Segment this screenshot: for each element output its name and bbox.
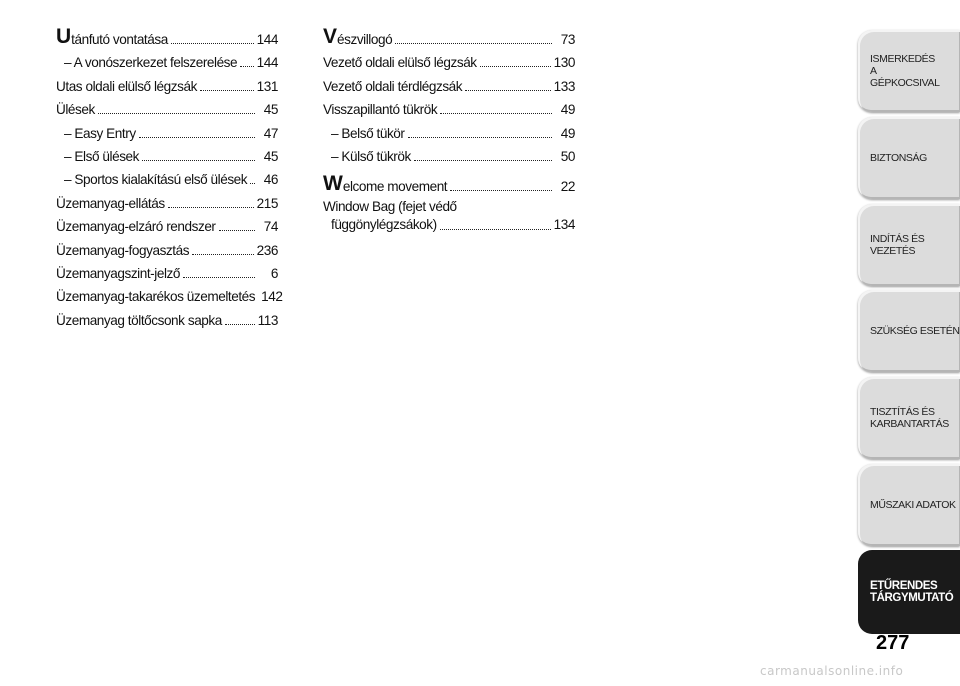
entry-page: 49 bbox=[560, 125, 575, 141]
entry-label-line1: Window Bag (fejet védő bbox=[323, 198, 457, 214]
index-right-column bbox=[323, 20, 575, 234]
index-entry bbox=[323, 47, 575, 70]
entry-label: Üzemanyag-takarékos üzemeltetés bbox=[56, 289, 256, 305]
entry-label: Üzemanyag töltőcsonk sapka bbox=[56, 312, 222, 328]
entry-label: Vezető oldali térdlégzsák bbox=[323, 78, 463, 94]
leader-dots bbox=[250, 183, 255, 184]
index-entry-utanfuto bbox=[56, 20, 278, 47]
tab-label: ISMERKEDÉS A GÉPKOCSIVAL bbox=[870, 53, 940, 89]
entry-page: 46 bbox=[263, 172, 278, 188]
page-number: 277 bbox=[876, 632, 910, 654]
index-entry bbox=[56, 164, 278, 187]
entry-page: 50 bbox=[560, 148, 575, 164]
entry-label: Üzemanyag-elzáró rendszer bbox=[56, 219, 216, 235]
leader-dots bbox=[192, 254, 254, 255]
entry-page: 130 bbox=[553, 55, 575, 71]
entry-label: – Külső tükrök bbox=[331, 148, 411, 164]
tab-label: MŰSZAKI ADATOK bbox=[870, 499, 956, 511]
entry-page: 215 bbox=[256, 195, 278, 211]
entry-label: Utas oldali elülső légzsák bbox=[56, 78, 197, 94]
entry-label: – Easy Entry bbox=[64, 125, 136, 141]
entry-page: 144 bbox=[256, 55, 278, 71]
entry-page: 134 bbox=[553, 216, 575, 232]
tab-inditas[interactable] bbox=[858, 204, 960, 286]
tab-targymutato[interactable] bbox=[858, 550, 960, 634]
leader-dots bbox=[440, 113, 552, 114]
leader-dots bbox=[408, 137, 553, 138]
index-entry bbox=[323, 117, 575, 140]
index-entry bbox=[56, 94, 278, 117]
tab-label: TISZTÍTÁS ÉS KARBANTARTÁS bbox=[870, 406, 949, 430]
tab-label: BIZTONSÁG bbox=[870, 152, 927, 164]
entry-page: 74 bbox=[263, 219, 278, 235]
index-entry-veszvillogo bbox=[323, 20, 575, 47]
tab-muszaki[interactable] bbox=[858, 464, 960, 546]
entry-label: – A vonószerkezet felszerelése bbox=[64, 55, 238, 71]
entry-page: 6 bbox=[270, 265, 278, 281]
tab-biztonsag[interactable] bbox=[858, 117, 960, 199]
entry-page: 45 bbox=[263, 148, 278, 164]
entry-page: 47 bbox=[263, 125, 278, 141]
index-entry bbox=[56, 141, 278, 164]
index-entry-welcome bbox=[323, 164, 575, 194]
index-entry bbox=[56, 187, 278, 210]
leader-dots bbox=[414, 160, 552, 161]
index-entry bbox=[56, 281, 283, 305]
entry-label: Üzemanyag-fogyasztás bbox=[56, 242, 190, 258]
index-entry bbox=[323, 70, 575, 93]
entry-page: 142 bbox=[261, 289, 283, 305]
entry-label: – Sportos kialakítású első ülések bbox=[64, 172, 248, 188]
entry-page: 45 bbox=[263, 102, 278, 118]
leader-dots bbox=[98, 113, 255, 114]
entry-page: 144 bbox=[256, 32, 278, 47]
index-entry bbox=[56, 234, 278, 257]
tab-label: ETŰRENDES TÁRGYMUTATÓ bbox=[870, 580, 954, 604]
leader-dots bbox=[200, 90, 254, 91]
entry-line2 bbox=[323, 216, 575, 234]
section-initial-v: V bbox=[323, 25, 338, 48]
index-left-column bbox=[56, 20, 283, 328]
entry-label: – Belső tükör bbox=[331, 125, 405, 141]
leader-dots bbox=[450, 190, 552, 191]
entry-label: Visszapillantó tükrök bbox=[323, 102, 438, 118]
index-entry bbox=[56, 47, 278, 70]
entry-label: Vezető oldali elülső légzsák bbox=[323, 55, 477, 71]
entry-label: Ülések bbox=[56, 102, 95, 118]
entry-page: 133 bbox=[553, 78, 575, 94]
leader-dots bbox=[139, 137, 255, 138]
index-entry bbox=[56, 211, 278, 234]
leader-dots bbox=[168, 207, 254, 208]
entry-label-line2: függönylégzsákok) bbox=[331, 216, 437, 232]
entry-label: elcome movement bbox=[342, 178, 448, 194]
entry-label: Üzemanyagszint-jelző bbox=[56, 265, 180, 281]
index-entry bbox=[56, 304, 278, 327]
index-entry-window-bag bbox=[323, 198, 575, 234]
entry-page: 49 bbox=[560, 102, 575, 118]
leader-dots bbox=[183, 277, 255, 278]
watermark: carmanualsonline.info bbox=[760, 664, 904, 678]
tab-label: INDÍTÁS ÉS VEZETÉS bbox=[870, 233, 925, 257]
leader-dots bbox=[240, 66, 254, 67]
tab-label: SZÜKSÉG ESETÉN bbox=[870, 325, 960, 337]
index-entry bbox=[56, 258, 278, 281]
entry-page: 73 bbox=[560, 32, 575, 47]
leader-dots bbox=[480, 66, 551, 67]
entry-label: észvillogó bbox=[337, 32, 393, 47]
entry-label: Üzemanyag-ellátás bbox=[56, 195, 165, 211]
leader-dots bbox=[142, 160, 255, 161]
leader-dots bbox=[395, 43, 552, 44]
index-entry bbox=[56, 117, 278, 140]
tab-szukseg[interactable] bbox=[858, 290, 960, 372]
leader-dots bbox=[465, 90, 551, 91]
leader-dots bbox=[219, 230, 255, 231]
section-initial-u: U bbox=[56, 25, 72, 48]
leader-dots bbox=[171, 43, 254, 44]
entry-page: 131 bbox=[256, 78, 278, 94]
tab-ismerkedes[interactable] bbox=[858, 30, 960, 112]
leader-dots bbox=[225, 324, 255, 325]
index-entry bbox=[323, 94, 575, 117]
index-entry bbox=[323, 141, 575, 164]
leader-dots bbox=[440, 229, 551, 230]
section-initial-w: W bbox=[323, 171, 343, 195]
entry-label: – Első ülések bbox=[64, 148, 140, 164]
index-entry bbox=[56, 70, 278, 93]
entry-page: 22 bbox=[560, 178, 575, 194]
entry-label: tánfutó vontatása bbox=[71, 32, 168, 47]
entry-page: 113 bbox=[257, 312, 278, 328]
entry-page: 236 bbox=[256, 242, 278, 258]
tab-tisztitas[interactable] bbox=[858, 377, 960, 459]
